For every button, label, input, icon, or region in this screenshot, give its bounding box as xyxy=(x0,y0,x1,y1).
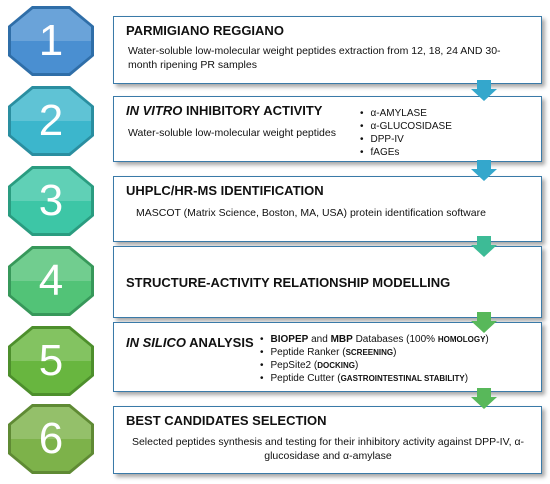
step-2-desc: Water-soluble low-molecular weight peptides xyxy=(128,127,336,139)
bullet-amylase: • α-AMYLASE xyxy=(360,107,452,120)
step-6-octagon xyxy=(6,402,96,476)
step-2-number: 2 xyxy=(38,96,64,145)
arrow-down-icon xyxy=(470,160,498,182)
step-1-box xyxy=(113,16,542,84)
step-3-octagon xyxy=(6,164,96,238)
step-5-title-italic: IN SILICO xyxy=(126,335,186,350)
step-2-bullets xyxy=(360,107,452,159)
step-1-number: 1 xyxy=(38,16,64,65)
step-2-octagon xyxy=(6,84,96,158)
step-6-number: 6 xyxy=(38,414,64,463)
step-6-desc: Selected peptides synthesis and testing for their inhibitory activity against DPP-IV, α-glucosidase and α-amylase xyxy=(131,436,525,462)
step-3-desc: MASCOT (Matrix Science, Boston, MA, USA) protein identification software xyxy=(136,207,486,219)
bullet-biopep: • BIOPEP and MBP Databases (100% HOMOLOGY) xyxy=(260,333,489,346)
step-2-box xyxy=(113,96,542,162)
bullet-pepsite2: • PepSite2 (DOCKING) xyxy=(260,359,489,372)
step-2-title xyxy=(126,103,322,118)
arrow-down-icon xyxy=(470,236,498,258)
step-3-title: UHPLC/HR-MS IDENTIFICATION xyxy=(126,183,324,198)
step-2-title-rest: INHIBITORY ACTIVITY xyxy=(182,103,323,118)
arrow-down-icon xyxy=(470,388,498,410)
arrow-down-icon xyxy=(470,312,498,334)
step-5-octagon xyxy=(6,324,96,398)
bullet-dpp-iv: • DPP-IV xyxy=(360,133,452,146)
step-6-box xyxy=(113,406,542,474)
step-4-title: STRUCTURE-ACTIVITY RELATIONSHIP MODELLING xyxy=(126,275,451,290)
step-1-desc: Water-soluble low-molecular weight peptides extraction from 12, 18, 24 AND 30-month ripening PR samples xyxy=(128,45,501,71)
step-5-title-rest: ANALYSIS xyxy=(185,335,254,350)
step-5-bullets xyxy=(260,333,489,385)
bullet-glucosidase: • α-GLUCOSIDASE xyxy=(360,120,452,133)
step-1-title: PARMIGIANO REGGIANO xyxy=(126,23,284,38)
step-1-octagon xyxy=(6,4,96,78)
bullet-fages: • fAGEs xyxy=(360,146,452,159)
step-6-title: BEST CANDIDATES SELECTION xyxy=(126,413,327,428)
step-4-octagon xyxy=(6,244,96,318)
step-3-box xyxy=(113,176,542,242)
arrow-down-icon xyxy=(470,80,498,102)
bullet-peptide-ranker: • Peptide Ranker (SCREENING) xyxy=(260,346,489,359)
step-2-title-italic: IN VITRO xyxy=(126,103,183,118)
step-3-number: 3 xyxy=(38,176,64,225)
bullet-peptide-cutter: • Peptide Cutter (GASTROINTESTINAL STABILITY) xyxy=(260,372,489,385)
step-4-number: 4 xyxy=(38,256,64,305)
step-5-title xyxy=(126,335,254,350)
step-5-number: 5 xyxy=(38,336,64,385)
